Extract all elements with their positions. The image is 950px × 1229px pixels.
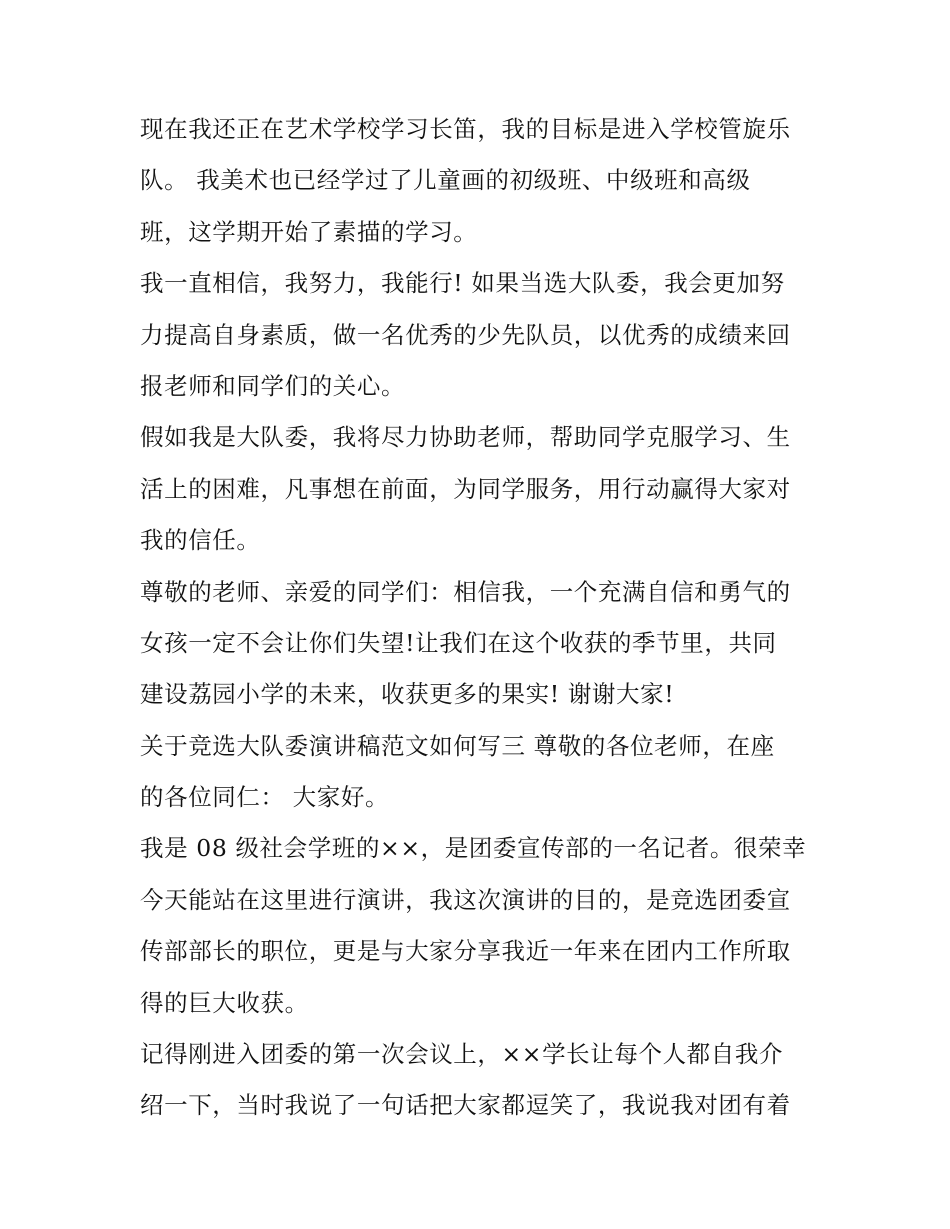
text-line: 记得刚进入团委的第一次会议上，××学长让每个人都自我介 bbox=[140, 1040, 784, 1069]
text-line: 现在我还正在艺术学校学习长笛，我的目标是进入学校管旋乐 bbox=[140, 115, 791, 143]
text-line: 力提高自身素质，做一名优秀的少先队员，以优秀的成绩来回 bbox=[140, 320, 791, 349]
text-line: 今天能站在这里进行演讲，我这次演讲的目的，是竞选团委宣 bbox=[140, 885, 791, 914]
text-line: 得的巨大收获。 bbox=[140, 988, 309, 1017]
text-line: 我的信任。 bbox=[140, 526, 261, 555]
text-line: 建设荔园小学的未来，收获更多的果实! 谢谢大家! bbox=[140, 680, 675, 709]
text-line: 队。 我美术也已经学过了儿童画的初级班、中级班和高级 bbox=[140, 166, 751, 195]
text-line: 我是 08 级社会学班的××，是团委宣传部的一名记者。很荣幸 bbox=[140, 834, 807, 863]
text-line: 的各位同仁： 大家好。 bbox=[140, 783, 390, 812]
text-line: 假如我是大队委，我将尽力协助老师，帮助同学克服学习、生 bbox=[140, 423, 791, 452]
text-line: 关于竞选大队委演讲稿范文如何写三 尊敬的各位老师，在座 bbox=[140, 731, 775, 760]
text-line: 传部部长的职位，更是与大家分享我近一年来在团内工作所取 bbox=[140, 937, 791, 966]
text-line: 绍一下，当时我说了一句话把大家都逗笑了，我说我对团有着 bbox=[140, 1091, 791, 1120]
text-line: 报老师和同学们的关心。 bbox=[140, 371, 406, 400]
text-line: 尊敬的老师、亲爱的同学们：相信我，一个充满自信和勇气的 bbox=[140, 577, 791, 606]
text-line: 班，这学期开始了素描的学习。 bbox=[140, 217, 478, 246]
text-line: 女孩一定不会让你们失望!让我们在这个收获的季节里，共同 bbox=[140, 628, 777, 657]
text-line: 我一直相信，我努力，我能行! 如果当选大队委，我会更加努 bbox=[140, 269, 785, 298]
document-body bbox=[140, 104, 820, 1132]
text-line: 活上的困难，凡事想在前面，为同学服务，用行动赢得大家对 bbox=[140, 474, 791, 503]
